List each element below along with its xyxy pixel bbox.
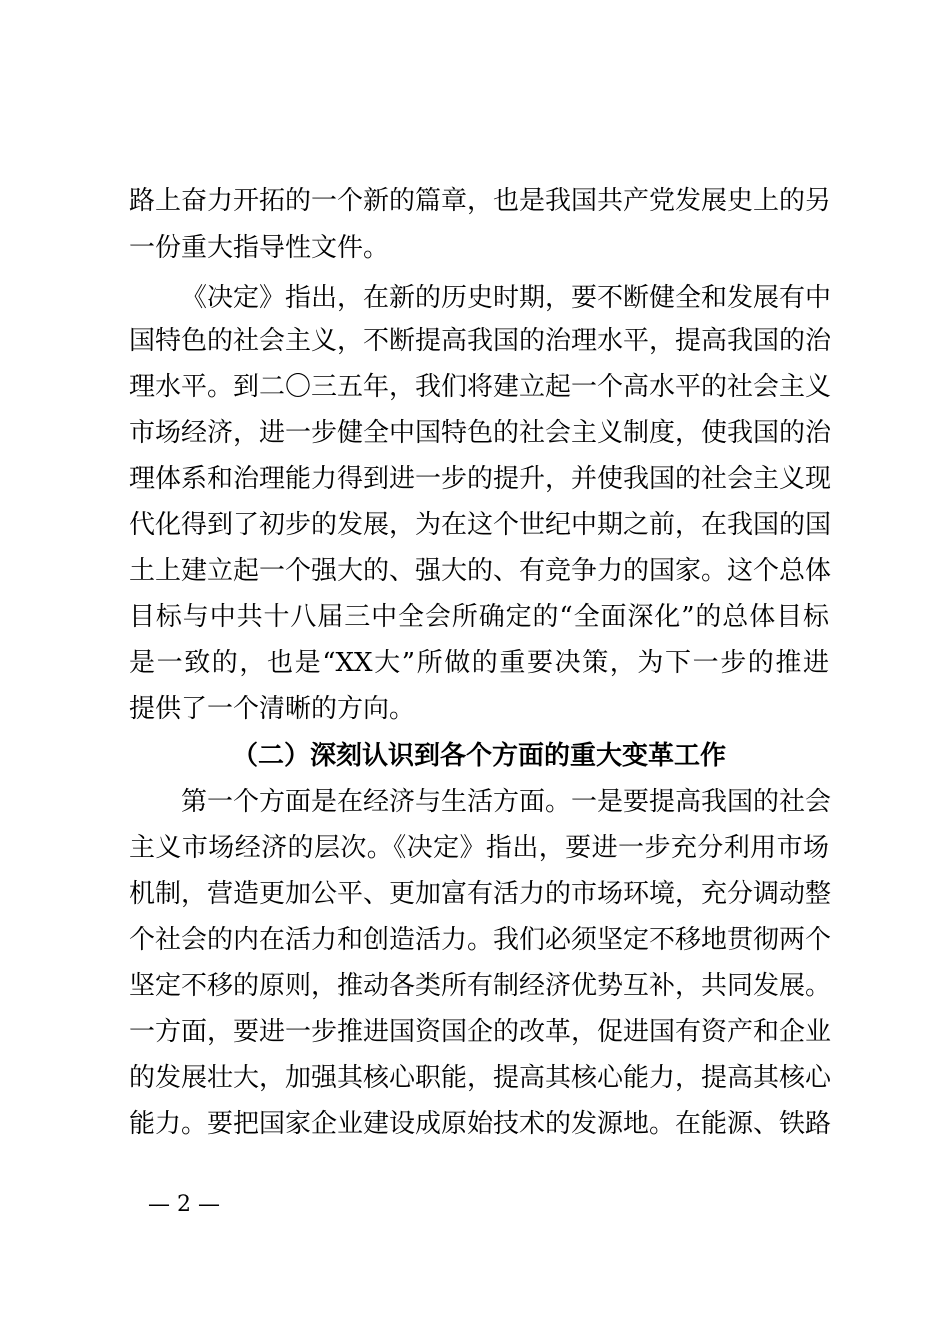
text-line: 主义市场经济的层次。《决定》指出，要进一步充分利用市场 xyxy=(129,833,829,863)
text-line: 一方面，要进一步推进国资国企的改革，促进国有资产和企业 xyxy=(129,1017,832,1047)
text-line: 第一个方面是在经济与生活方面。一是要提高我国的社会 xyxy=(181,787,832,817)
text-line: 土上建立起一个强大的、强大的、有竞争力的国家。这个总体 xyxy=(129,556,832,586)
text-line: 《决定》指出，在新的历史时期，要不断健全和发展有中 xyxy=(181,283,832,313)
text-line: 一份重大指导性文件。 xyxy=(129,233,390,263)
text-line: 机制，营造更加公平、更加富有活力的市场环境，充分调动整 xyxy=(129,879,832,909)
text-line: 市场经济，进一步健全中国特色的社会主义制度，使我国的治 xyxy=(129,418,832,448)
text-line: 代化得到了初步的发展，为在这个世纪中期之前，在我国的国 xyxy=(129,510,832,540)
section-heading: （二）深刻认识到各个方面的重大变革工作 xyxy=(231,741,726,771)
page-number: — 2 — xyxy=(148,1192,220,1217)
text-line: 能力。要把国家企业建设成原始技术的发源地。在能源、铁路 xyxy=(129,1109,832,1139)
text-line: 的发展壮大，加强其核心职能，提高其核心能力，提高其核心 xyxy=(129,1063,832,1093)
text-line: 提供了一个清晰的方向。 xyxy=(129,694,416,724)
text-line: 坚定不移的原则，推动各类所有制经济优势互补，共同发展。 xyxy=(129,971,832,1001)
text-line: 个社会的内在活力和创造活力。我们必须坚定不移地贯彻两个 xyxy=(129,925,832,955)
text-line: 理水平。到二〇三五年，我们将建立起一个高水平的社会主义 xyxy=(129,372,832,402)
text-line: 国特色的社会主义，不断提高我国的治理水平，提高我国的治 xyxy=(129,326,832,356)
text-line: 目标与中共十八届三中全会所确定的“全面深化”的总体目标 xyxy=(129,602,829,632)
text-line: 是一致的，也是“XX大”所做的重要决策，为下一步的推进 xyxy=(129,648,829,678)
text-line: 路上奋力开拓的一个新的篇章，也是我国共产党发展史上的另 xyxy=(129,186,832,216)
text-line: 理体系和治理能力得到进一步的提升，并使我国的社会主义现 xyxy=(129,464,832,494)
